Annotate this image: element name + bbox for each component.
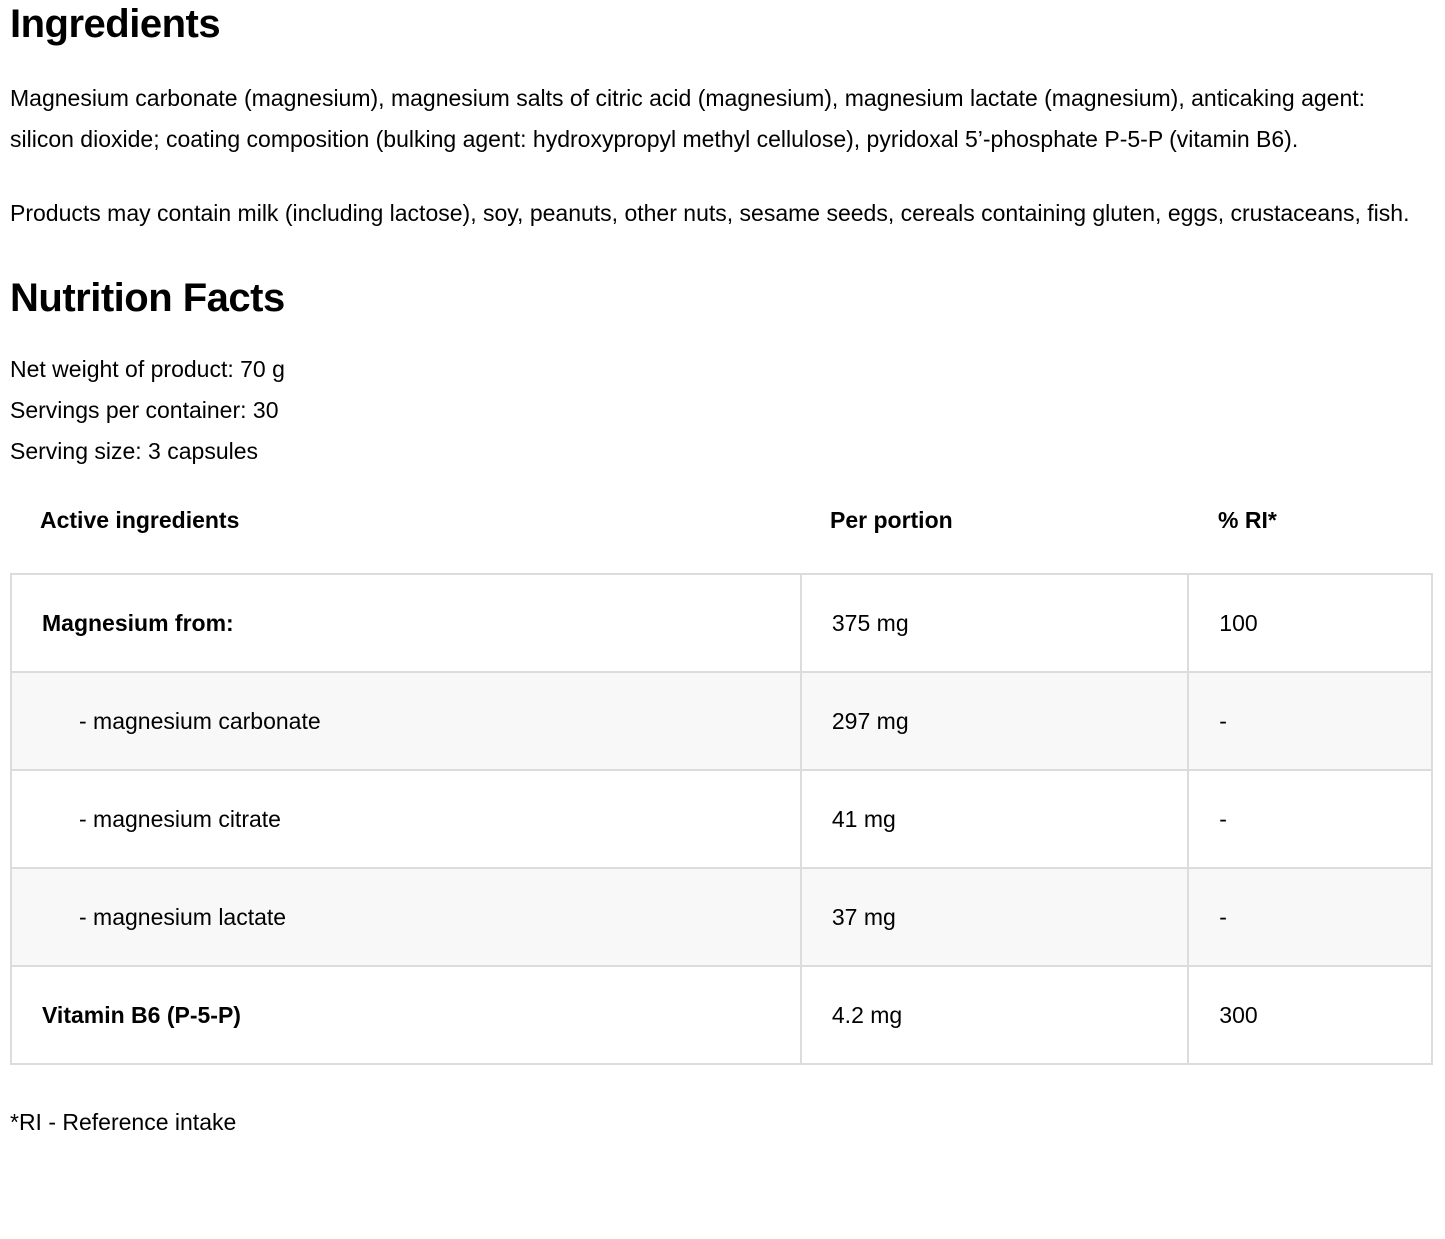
header-ri: % RI* — [1218, 506, 1277, 533]
serving-size: Serving size: 3 capsules — [10, 438, 259, 464]
ingredient-name: Magnesium from: — [11, 574, 801, 672]
ingredient-ri: - — [1188, 770, 1432, 868]
ri-footnote: *RI - Reference intake — [10, 1109, 237, 1135]
net-weight: Net weight of product: 70 g — [10, 356, 285, 382]
table-row — [11, 966, 1432, 1064]
table-row — [11, 868, 1432, 966]
ingredient-amount: 375 mg — [801, 574, 1188, 672]
header-active-ingredients: Active ingredients — [40, 506, 240, 533]
ingredient-name: Vitamin B6 (P-5-P) — [11, 966, 801, 1064]
ingredient-amount: 37 mg — [801, 868, 1188, 966]
table-row — [11, 672, 1432, 770]
ingredient-amount: 297 mg — [801, 672, 1188, 770]
ingredient-name: - magnesium citrate — [11, 770, 801, 868]
ingredients-heading: Ingredients — [10, 2, 221, 46]
ingredient-ri: 100 — [1188, 574, 1432, 672]
servings-per-container: Servings per container: 30 — [10, 397, 279, 423]
ingredient-name: - magnesium carbonate — [11, 672, 801, 770]
header-per-portion: Per portion — [830, 506, 953, 533]
nutrition-facts-heading: Nutrition Facts — [10, 276, 285, 320]
ingredient-ri: - — [1188, 868, 1432, 966]
ingredient-ri: - — [1188, 672, 1432, 770]
nutrition-table — [10, 573, 1433, 1065]
ingredient-amount: 4.2 mg — [801, 966, 1188, 1064]
ingredients-list: Magnesium carbonate (magnesium), magnesium salts of citric acid (magnesium), magnesium lactate (magnesium), anticaking agent: silicon dioxide; coating composition (bulking agent: hydroxypropyl methyl cellulose), pyridoxal 5’-phosphate P-5-P (vitamin B6). — [10, 85, 1366, 152]
nutrition-table-header — [10, 490, 1445, 550]
allergen-notice: Products may contain milk (including lactose), soy, peanuts, other nuts, sesame seeds, cereals containing gluten, eggs, crustaceans, fish. — [10, 200, 1410, 226]
table-row — [11, 574, 1432, 672]
table-row — [11, 770, 1432, 868]
product-meta — [10, 349, 1445, 472]
ingredient-ri: 300 — [1188, 966, 1432, 1064]
ingredient-amount: 41 mg — [801, 770, 1188, 868]
ingredient-name: - magnesium lactate — [11, 868, 801, 966]
